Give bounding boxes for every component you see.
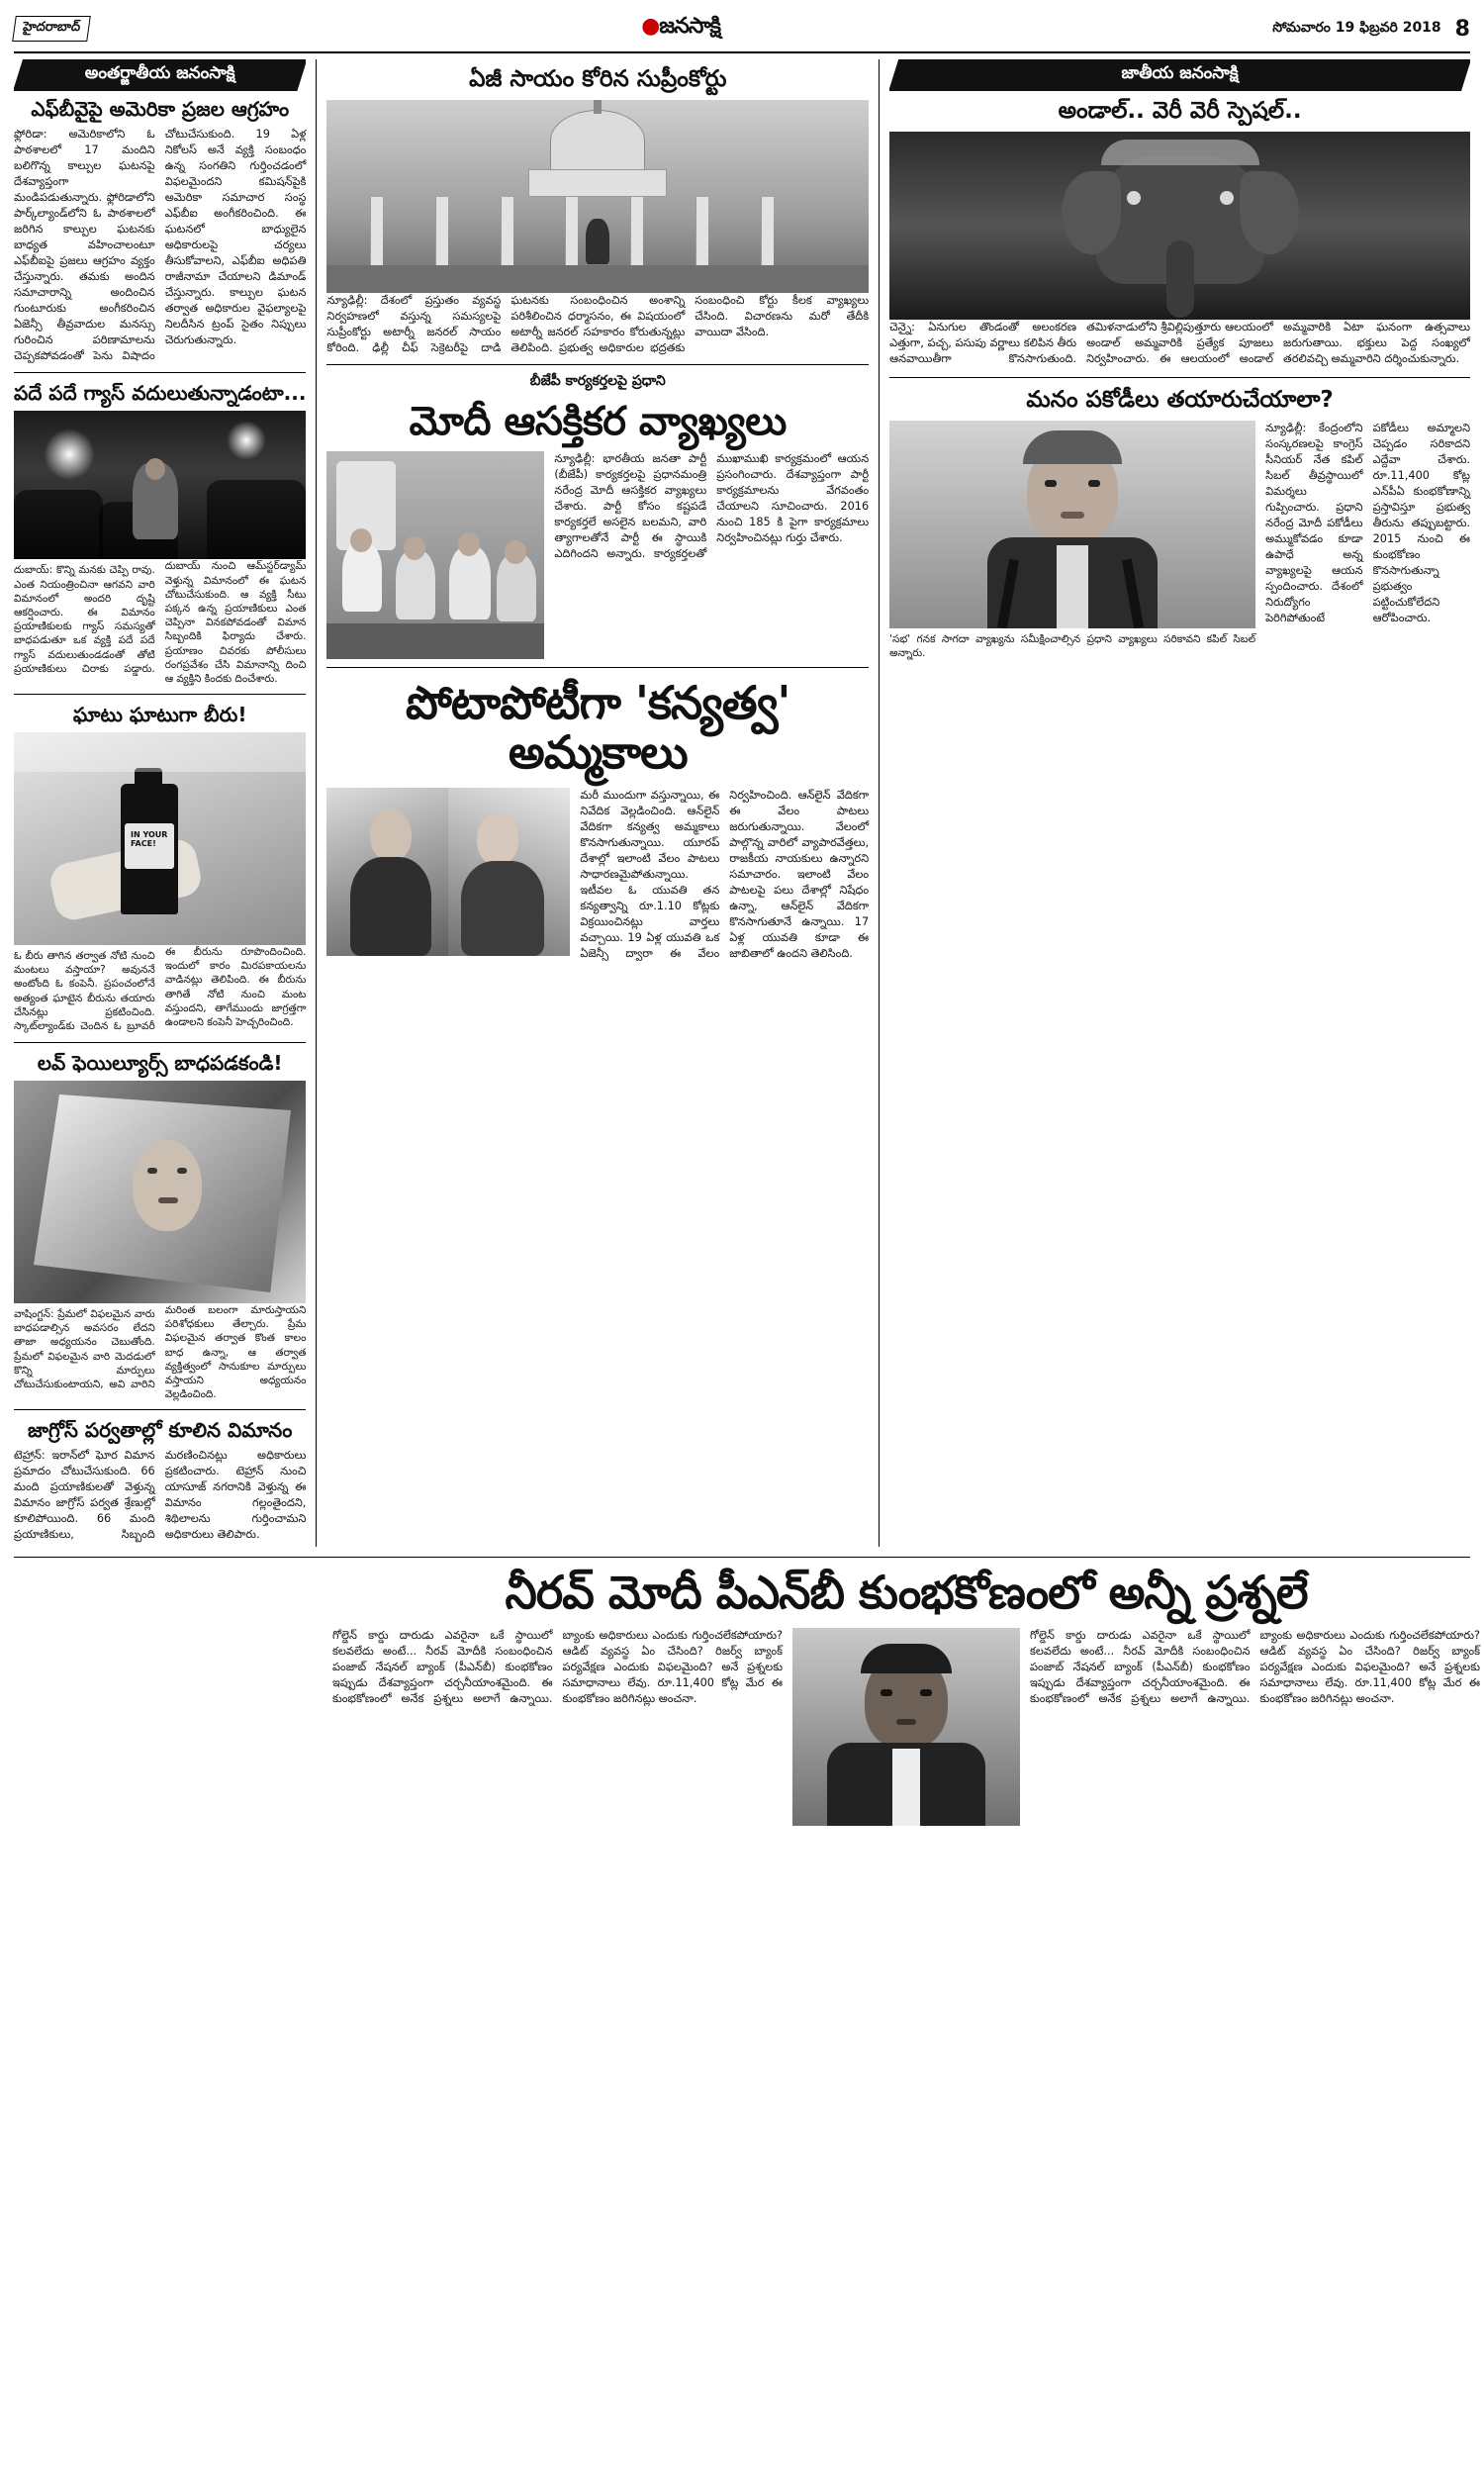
logo-text: జనసాక్షి [659,14,720,39]
article-body-modi: న్యూఢిల్లీ: భారతీయ జనతా పార్టీ (బీజేపీ) కార్యకర్తలపై ప్రధానమంత్రి నరేంద్ర మోదీ ఆసక్తికర వ్యాఖ్యలు చేశారు. పార్టీ కోసం కష్టపడే కార్యకర్తలే అసలైన బలమని, వారి త్యాగాలతోనే పార్టీ ఈ స్థాయికి ఎదిగిందని అన్నారు. కార్యకర్తలతో ముఖాముఖి కార్యక్రమంలో ఆయన ప్రసంగించారు. దేశవ్యాప్తంగా పార్టీ కార్యక్రమాలను వేగవంతం చేయాలని సూచించారు. 2016 నుంచి 185 కి పైగా కార్యక్రమాలు నిర్వహించినట్లు గుర్తు చేశారు. [554,451,870,561]
section-header-national: జాతీయ జనంసాక్షి [889,59,1470,91]
headline-fbi: ఎఫ్‌బీవైపై అమెరికా ప్రజల ఆగ్రహం [31,97,290,121]
photo-two-women [326,788,570,956]
photo-bjp-rally [326,451,544,659]
caption-beer: ఓ బీరు తాగిన తర్వాత నోటి నుంచి మంటలు వస్తాయా? అవుననే అంటోంది ఓ కంపెనీ. ప్రపంచంలోనే అత్యంత ఘాటైన బీరును తయారు చేసినట్లు ప్రకటించింది. స్కాట్‌ల్యాండ్‌కు చెందిన ఓ బ్రూవరీ ఈ బీరును రూపొందించింది. ఇందులో కారం మిరపకాయలను వాడినట్లు తెలిపింది. ఈ బీరును తాగితే నోటి నుంచి మంట వస్తుందని, తాగేముందు జాగ్రత్తగా ఉండాలని కంపెనీ హెచ్చరించింది. [14,946,307,1032]
article-body-nirav-right: గోల్డెన్ కార్డు దారుడు ఎవరైనా ఒకే స్థాయిలో కలవలేదు అంటే... నీరవ్ మోదీకి సంబంధించిన పంజాబ్ నేషనల్ బ్యాంక్ (పీఎన్‌బీ) కుంభకోణం ఇప్పుడు దేశవ్యాప్తంగా చర్చనీయాంశమైంది. ఈ కుంభకోణంలో అనేక ప్రశ్నలు అలాగే ఉన్నాయి. బ్యాంకు అధికారులు ఎందుకు గుర్తించలేకపోయారు? ఆడిట్ వ్యవస్థ ఏం చేసింది? రిజర్వ్ బ్యాంక్ పర్యవేక్షణ ఎందుకు విఫలమైంది? అనే ప్రశ్నలకు సమాధానాలు లేవు. రూ.11,400 కోట్ల మేర ఈ కుంభకోణం జరిగినట్లు అంచనా. [1030,1628,1480,1705]
article-body-kanyatva: మరీ ముందుగా వస్తున్నాయి, ఈ నివేదిక వెల్లడించింది. ఆన్‌లైన్ వేదికగా కన్యత్వ అమ్మకాలు కొనసాగుతున్నాయి. యూరప్ దేశాల్లో ఇలాంటి వేలం పాటలు సాధారణమైపోతున్నాయి. ఇటీవల ఓ యువతి తన కన్యత్వాన్ని రూ.1.10 కోట్లకు విక్రయించినట్లు వార్తలు వచ్చాయి. 19 ఏళ్ల యువతి ఒక ఏజెన్సీ ద్వారా ఈ వేలం నిర్వహించింది. ఆన్‌లైన్ వేదికగా ఈ వేలం పాటలు జరుగుతున్నాయి. వేలంలో పాల్గొన్న వారిలో వ్యాపారవేత్తలు, రాజకీయ నాయకులు ఉన్నారని సమాచారం. ఇలాంటి వేలం పాటలపై పలు దేశాల్లో నిషేధం ఉన్నా, ఆన్‌లైన్ వేదికగా కొనసాగుతూనే ఉన్నాయి. 17 ఏళ్ల యువతి కూడా ఈ జాబితాలో ఉందని తెలిసింది. [580,789,870,961]
edition-tag: హైదరాబాద్ [12,16,91,42]
article-body-pakodi: న్యూఢిల్లీ: కేంద్రంలోని సంస్కరణలపై కాంగ్రెస్ సీనియర్ నేత కపిల్ సిబల్ తీవ్రస్థాయిలో విమర్శలు గుప్పించారు. ప్రధాని నరేంద్ర మోదీ పకోడీలు అమ్ముకోవడం కూడా ఉపాధే అన్న వ్యాఖ్యలపై ఆయన స్పందించారు. దేశంలో నిరుద్యోగం పెరిగిపోతుంటే పకోడీలు అమ్మాలని చెప్పడం సరికాదని ఎద్దేవా చేశారు. రూ.11,400 కోట్ల ఎన్‌పీఏ కుంభకోణాన్ని ప్రస్తావిస్తూ ప్రభుత్వ తీరును తప్పుబట్టారు. 2015 నుంచి ఈ కుంభకోణం కొనసాగుతున్నా ప్రభుత్వం పట్టించుకోలేదని ఆరోపించారు. [1265,421,1471,625]
headline-love-failure: లవ్ ఫెయిల్యూర్స్ బాధపడకండి! [37,1051,283,1076]
headline-kanyatva: పోటాపోటీగా 'కన్యత్వ' అమ్మకాలు [406,675,790,780]
photo-beer-bottle: IN YOUR FACE! [14,732,306,945]
article-body-supreme-court: న్యూఢిల్లీ: దేశంలో ప్రస్తుతం వ్యవస్థ నిర్వహణలో వస్తున్న సమస్యలపై సుప్రీంకోర్టు అటార్నీ జనరల్ సాయం కోరింది. ఢిల్లీ చీఫ్ సెక్రెటరీపై దాడి ఘటనకు సంబంధించిన అంశాన్ని పరిశీలించిన ధర్మాసనం, ఈ విషయంలో అటార్నీ జనరల్ సహకారం కోరుతున్నట్లు తెలిపింది. ప్రభుత్వ అధికారుల భద్రతకు సంబంధించి కోర్టు కీలక వ్యాఖ్యలు చేసింది. విచారణను మరో తేదీకి వాయిదా వేసింది. [326,293,870,354]
photo-airplane-cabin [14,411,306,559]
headline-nirav-modi: నీరవ్ మోదీ పీఎన్‌బీ కుంభకోణంలో అన్నీ ప్రశ్నలే [505,1565,1308,1619]
section-header-international: అంతర్జాతీయ జనంసాక్షి [14,59,306,91]
masthead [14,10,1470,53]
caption-kapil-sibal: 'సభ' గనక సాగదా వ్యాఖ్యను సమీక్షించాల్సిన ప్రధాని వ్యాఖ్యలు సరికావని కపిల్ సిబల్ అన్నారు. [889,632,1256,660]
caption-love-failure: వాషింగ్టన్: ప్రేమలో విఫలమైన వారు బాధపడాల్సిన అవసరం లేదని తాజా అధ్యయనం చెబుతోంది. ప్రేమలో విఫలమైన వారి మెదడులో కొన్ని మార్పులు చోటుచేసుకుంటాయని, అవి వారిని మరింత బలంగా మారుస్తాయని పరిశోధకులు తేల్చారు. ప్రేమ విఫలమైన తర్వాత కొంత కాలం బాధ ఉన్నా, ఆ తర్వాత వ్యక్తిత్వంలో సానుకూల మార్పులు వస్తాయని అధ్యయనం వెల్లడించింది. [14,1304,307,1401]
article-body-nirav-left: గోల్డెన్ కార్డు దారుడు ఎవరైనా ఒకే స్థాయిలో కలవలేదు అంటే... నీరవ్ మోదీకి సంబంధించిన పంజాబ్ నేషనల్ బ్యాంక్ (పీఎన్‌బీ) కుంభకోణం ఇప్పుడు దేశవ్యాప్తంగా చర్చనీయాంశమైంది. ఈ కుంభకోణంలో అనేక ప్రశ్నలు అలాగే ఉన్నాయి. బ్యాంకు అధికారులు ఎందుకు గుర్తించలేకపోయారు? ఆడిట్ వ్యవస్థ ఏం చేసింది? రిజర్వ్ బ్యాంక్ పర్యవేక్షణ ఎందుకు విఫలమైంది? అనే ప్రశ్నలకు సమాధానాలు లేవు. రూ.11,400 కోట్ల మేర ఈ కుంభకోణం జరిగినట్లు అంచనా. [332,1628,783,1705]
column-center [326,59,869,1547]
nirav-modi-section [332,1565,1480,1826]
publication-date: సోమవారం 19 ఫిబ్రవరి 2018 [1272,19,1441,36]
masthead-right [1272,17,1470,42]
column-divider-2 [879,59,880,1547]
headline-beer: ఘాటు ఘాటుగా బీరు! [72,703,247,727]
newspaper-logo [641,14,720,44]
headline-plane-crash: జాగ్రోస్ పర్వతాల్లో కూలిన విమానం [28,1418,293,1443]
article-body-fbi: ఫ్లోరిడా: అమెరికాలోని ఓ పాఠశాలలో 17 మందిని బలిగొన్న కాల్పుల ఘటనపై దేశవ్యాప్తంగా మండిపడుతున్నారు. ఫ్లోరిడాలోని పార్క్‌ల్యాండ్‌లోని ఓ పాఠశాలలో జరిగిన కాల్పుల ఘటనకు బాధ్యత వహించాలంటూ ఎఫ్‌బీఐపై ప్రజలు ఆగ్రహం వ్యక్తం చేస్తున్నారు. తమకు అందిన సమాచారాన్ని అందించిన గుంటూరుకు అంగీకరించిన ఏజెన్సీ తీవ్రవాదుల మనస్సు గురించిన పరిణామాలను చెప్పకపోవడంతో పెను విషాదం చోటుచేసుకుంది. 19 ఏళ్ల నికోలస్ అనే వ్యక్తి సంబంధం ఉన్న సంగతిని గుర్తించడంలో విఫలమైందని కమిషన్‌పైకి అమెరికా సమాచార సంస్థ ఎఫ్‌బీఐ అంగీకరించింది. ఈ ఘటనలో బాధ్యులైన అధికారులపై చర్యలు తీసుకోవాలని, ఎఫ్‌బీఐ అధిపతి రాజీనామా చేయాలని డిమాండ్ చేస్తున్నారు. కాల్పుల ఘటన తర్వాత అధికారుల వైఫల్యాలపై నిలదీసిన ట్రంప్ సైతం నిప్పులు చెరుగుతున్నారు. [14,128,307,363]
column-left [14,59,306,1547]
column-divider-1 [316,59,317,1547]
headline-pakodi: మనం పకోడీలు తయారుచేయాలా? [1026,387,1334,414]
photo-supreme-court [326,100,869,293]
photo-decorated-elephant [889,132,1470,320]
headline-gas: పదే పదే గ్యాస్ వదులుతున్నాడంటా... [14,381,307,406]
photo-kapil-sibal [889,421,1255,628]
logo-dot-icon: ● [641,14,660,39]
article-body-andal: చెన్నై: ఏనుగుల తొండంతో అలంకరణ ఎత్తుగా, పచ్చ, పసుపు వర్ణాలు కలిపిన తీరు ఆనవాయితీగా కొనసాగుతుంది. తమిళనాడులోని శ్రీవిల్లిపుత్తూరు ఆలయంలో అండాల్ అమ్మవారికి ప్రత్యేక పూజలు నిర్వహించారు. ఈ ఆలయంలో అండాల్ అమ్మవారికి ఏటా ఘనంగా ఉత్సవాలు జరుగుతాయి. భక్తులు పెద్ద సంఖ్యలో తరలివచ్చి అమ్మవారిని దర్శించుకున్నారు. [889,320,1470,365]
headline-modi: మోదీ ఆసక్తికర వ్యాఖ్యలు [409,398,787,444]
page-columns [14,59,1470,1547]
page-number: 8 [1454,16,1470,42]
column-right [889,59,1470,1547]
headline-andal: అండాల్.. వెరీ వెరీ స్పెషల్.. [1058,98,1302,124]
masthead-left [14,16,89,42]
article-body-plane-crash: టెహ్రాన్: ఇరాన్‌లో ఘోర విమాన ప్రమాదం చోటుచేసుకుంది. 66 మంది ప్రయాణికులతో వెళ్తున్న విమానం జాగ్రోస్ పర్వత శ్రేణుల్లో కూలిపోయింది. 66 మంది ప్రయాణికులు, సిబ్బంది మరణించినట్లు అధికారులు ప్రకటించారు. టెహ్రాన్ నుంచి యాసూజ్ నగరానికి వెళ్తున్న ఈ విమానం గల్లంతైందని, శిథిలాలను గుర్తించామని అధికారులు తెలిపారు. [14,1449,307,1542]
headline-supreme-court: ఏజీ సాయం కోరిన సుప్రీంకోర్టు [469,66,727,92]
caption-gas: దుబాయ్: కొన్ని మనకు చెప్పి రావు. ఎంత నియంత్రించినా ఆగవని వారి విమానంలో అందరి దృష్టి ఆకర్షించారు. ఈ విమానం ప్రయాణికులకు గ్యాస్ సమస్యతో బాధపడుతూ ఒక వ్యక్తి పదే పదే గ్యాస్ వదులుతుండడంతో తోటి ప్రయాణికులు చిరాకు పడ్డారు. దుబాయ్ నుంచి ఆమ్‌స్టర్‌డ్యామ్ వెళ్తున్న విమానంలో ఈ ఘటన చోటుచేసుకుంది. ఆ వ్యక్తి సీటు పక్కన ఉన్న ప్రయాణికులు ఎంత చెప్పినా వినకపోవడంతో విమాన సిబ్బందికి ఫిర్యాదు చేశారు. ప్రయాణం చివరకు పోలీసులు రంగప్రవేశం చేసి విమానాన్ని దించి ఆ వ్యక్తిని కిందకు దించేశారు. [14,560,307,685]
photo-love-failure [14,1081,306,1303]
photo-nirav-modi [792,1628,1020,1826]
kicker-modi: బీజేపీ కార్యకర్తలపై ప్రధాని [529,372,666,389]
